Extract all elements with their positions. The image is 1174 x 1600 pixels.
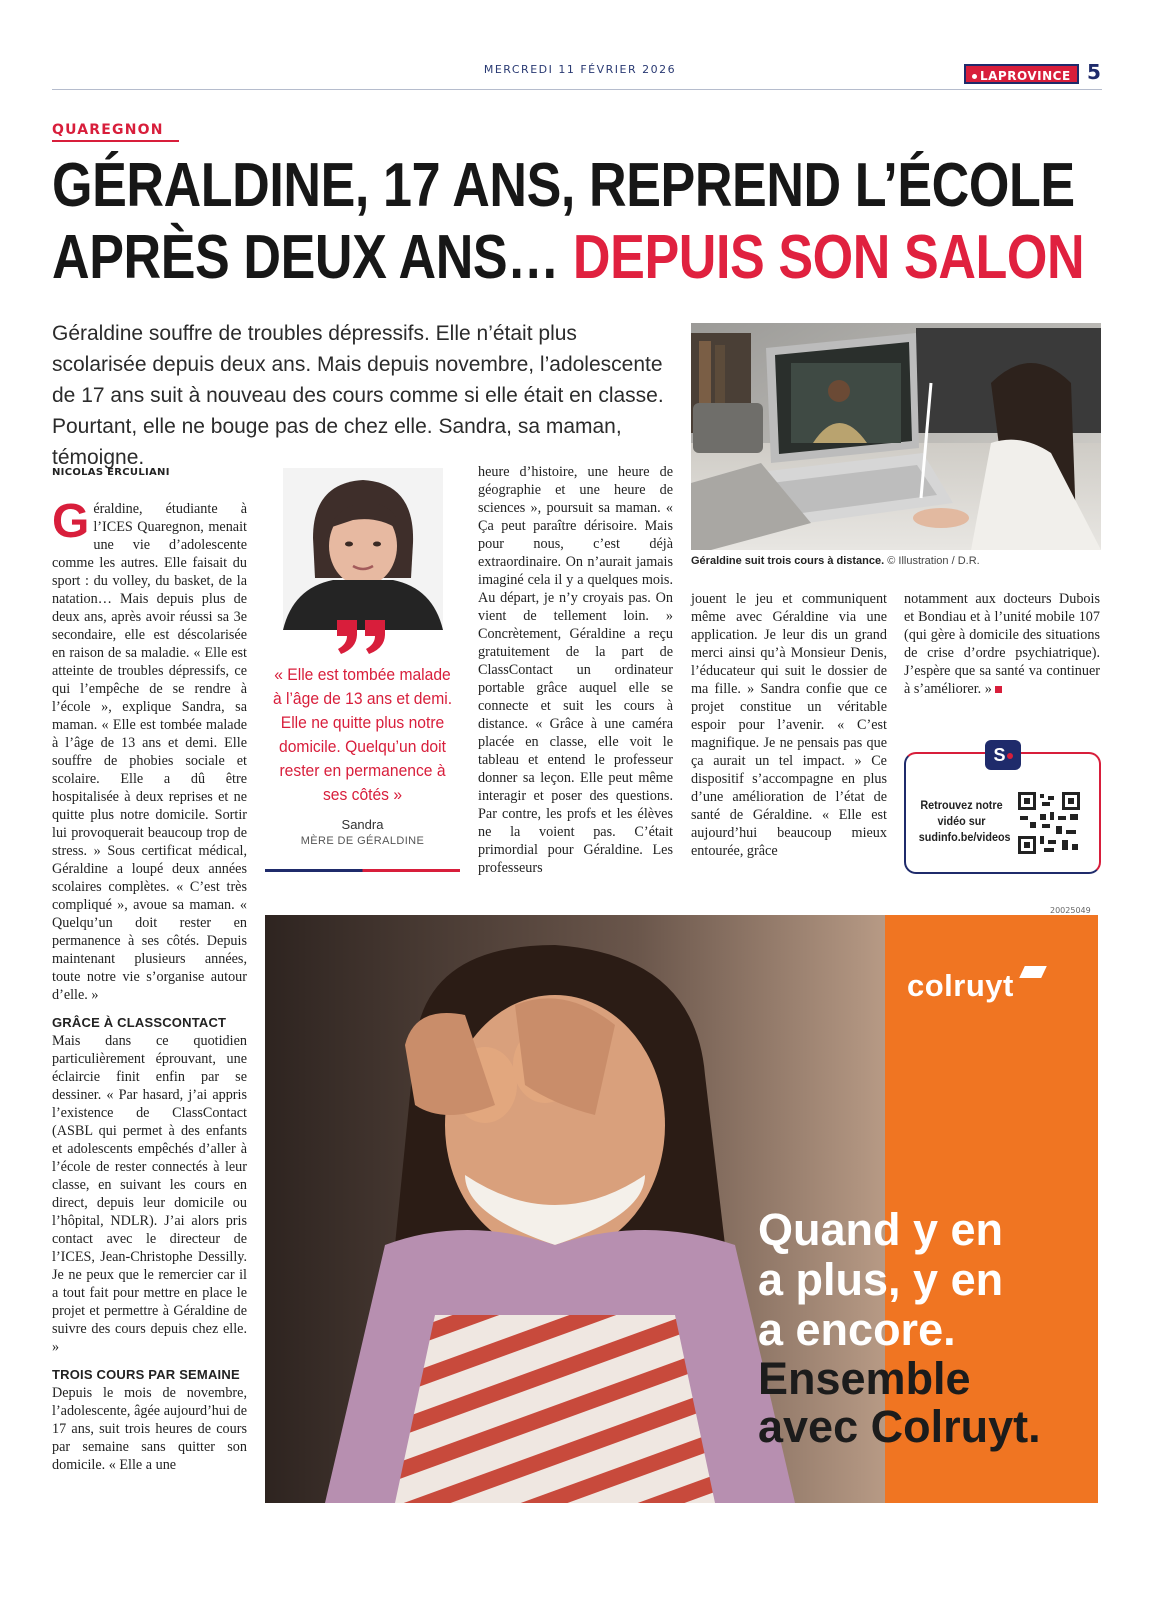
quote-author-role: MÈRE DE GÉRALDINE: [300, 835, 425, 847]
quote-marks-graphic: [333, 618, 393, 654]
article-column-3: [478, 463, 673, 877]
brand-name: LAPROVINCE: [980, 69, 1071, 83]
ad-slogan: [758, 1205, 1003, 1355]
end-of-article-icon: [995, 686, 1002, 693]
ad-tagline-line: avec Colruyt.: [758, 1401, 1041, 1452]
newspaper-logo: [964, 64, 1079, 84]
section-kicker: QUAREGNON: [52, 122, 164, 138]
paragraph: [904, 590, 1100, 698]
video-promo-text[interactable]: Retrouvez notre vidéo sur sudinfo.be/videos: [918, 798, 1011, 844]
drop-cap: G: [52, 495, 90, 548]
headline-line-1: GÉRALDINE, 17 ANS, REPREND L’ÉCOLE: [52, 151, 1075, 220]
paragraph: jouent le jeu et communiquent même avec Géraldine via une application. Je leur dis un grand merci ainsi qu’à Monsieur Denis, l’éducateur qui suit le dossier de ma fille. » Sandra confie que ce projet constitue un véritable espoir pour l’avenir. « C’est magnifique. Je ne pensais pas que ça aurait un tel impact. » Ce dispositif s’accompagne en plus d’une amélioration de l’état de santé de Géraldine. « Elle est aujourd’hui beaucoup mieux entourée, grâce: [691, 591, 887, 859]
kicker-underline: [52, 140, 179, 142]
subheading: TROIS COURS PAR SEMAINE: [52, 1367, 240, 1382]
video-call-illustration: [691, 323, 1101, 550]
portrait-photo: [283, 468, 443, 630]
paragraph: Mais dans ce quotidien particulièrement éprouvant, une éclaircie finit enfin par se dessiner. « Par hasard, j’ai appris l’existence de ClassContact (ASBL qui permet à des enfants et adolescents empêchés d’aller à l’école de rester connectés à leur classe, en suivant les cours en direct, depuis leur domicile ou l’hôpital, NDLR). J’ai alors pris contact avec le directeur de l’ICES, Jean-Christophe Dessilly. Je ne peux que le remercier car il a tout fait pour mettre en place le projet et permettre à Géraldine de suivre des cours depuis chez elle. »: [52, 1033, 247, 1355]
sandra-portrait: [283, 468, 443, 630]
photo-credit: © Illustration / D.R.: [887, 555, 980, 567]
paragraph: [52, 495, 247, 1004]
article-column-1: [52, 495, 247, 1474]
subheading: GRÂCE À CLASSCONTACT: [52, 1015, 227, 1030]
headline-line-2: [52, 222, 1085, 294]
pull-quote-text: « Elle est tombée malade à l’âge de 13 ans et demi. Elle ne quitte plus notre domicile. Quelqu’un doit rester en permanence à ses côtés »: [272, 665, 453, 804]
author-byline: NICOLAS ERCULIANI: [52, 467, 170, 478]
sudinfo-logo-icon: [985, 740, 1021, 770]
article-column-4: [691, 590, 887, 860]
page-number: 5: [1087, 60, 1101, 84]
article-photo: [691, 323, 1101, 550]
ad-tagline: [758, 1355, 1041, 1451]
logo-dot-icon: [972, 74, 977, 79]
quote-marks-icon: [333, 618, 393, 659]
page-date: MERCREDI 11 FÉVRIER 2026: [483, 63, 677, 76]
header-divider: [52, 89, 1102, 90]
paragraph-text: notamment aux docteurs Dubois et Bondiau et à l’unité mobile 107 (qui gère à domicile des situations de crise d’ordre psychiatrique). J’espère que sa santé va continuer à s’améliorer. »: [904, 591, 1100, 697]
qr-code-graphic: [1016, 790, 1082, 856]
caption-text: Géraldine suit trois cours à distance.: [691, 555, 885, 567]
qr-code-icon[interactable]: [1016, 790, 1082, 856]
ad-tagline-line: Ensemble: [758, 1353, 971, 1404]
paragraph-text: éraldine, étudiante à l’ICES Quaregnon, menait une vie d’adolescente comme les autres. Elle faisait du sport : du volley, du basket, de la natation… Mais depuis plus de deux ans, après avoir réussi sa 3e secondaire, elle est déscolarisée en raison de sa maladie. « Elle est atteinte de troubles dépressifs, ce qui l’empêche de se rendre à l’école », explique Sandra, sa maman. « Elle est tombée malade à l’âge de 13 ans et demi. Elle souffre de phobies sociale et scolaire. Elle a dû être hospitalisée à deux reprises et ne quitte plus notre domicile. Sortir lui provoquerait beaucoup trop de stress. » Sous certificat médical, Géraldine a loupé deux années scolaires complètes. « C’est très compliqué », avoue sa maman. « Quelqu’un doit rester en permanence à ses côtés. Depuis maintenant plusieurs années, toute notre vie s’organise autour d’elle. »: [52, 501, 247, 1003]
quote-divider: [265, 869, 460, 872]
article-lead: Géraldine souffre de troubles dépressifs. Elle n’était plus scolarisée depuis deux ans. Mais depuis novembre, l’adolescente de 17 ans suit à nouveau des cours comme si elle était en classe. Pourtant, elle ne bouge pas de chez elle. Sandra, sa maman, témoigne.: [52, 322, 664, 469]
ad-slogan-line: a plus, y en: [758, 1254, 1004, 1305]
colruyt-logo: colruyt: [907, 968, 1014, 1003]
logo-dot-icon: [1007, 753, 1013, 759]
paragraph: heure d’histoire, une heure de géographie et une heure de sciences », poursuit sa maman. « Ça peut paraître dérisoire. Mais pour nous, c’est déjà extraordinaire. On n’aurait jamais imaginé cela il y a quelques mois. Au départ, je n’y croyais pas. On vient de tellement loin. » Concrètement, Géraldine a reçu gratuitement de la part de ClassContact un ordinateur portable grâce auquel elle se connecte et suit les cours à distance. « Grâce à une caméra placée en classe, elle voit le tableau et entend le professeur donner sa leçon. Elle peut même interagir et poser des questions. Par contre, les profs et les élèves ne la voient pas. C’était primordial pour Géraldine. Les professeurs: [478, 464, 673, 876]
ad-reference-code: 20025049: [1050, 906, 1091, 915]
promo-logo-letter: S: [993, 745, 1006, 765]
paragraph: Depuis le mois de novembre, l’adolescente, âgée aujourd’hui de 17 ans, suit trois heures de cours par semaine sans quitter son domicile. « Elle a une: [52, 1385, 247, 1473]
quote-author: Sandra: [341, 817, 384, 832]
ad-slogan-line: Quand y en: [758, 1204, 1004, 1255]
headline-black-part: APRÈS DEUX ANS…: [52, 223, 559, 292]
photo-caption: [691, 555, 1101, 567]
article-column-5: [904, 590, 1100, 698]
headline-red-part: DEPUIS SON SALON: [572, 223, 1085, 292]
article-headline: [52, 150, 1085, 294]
ad-slogan-line: a encore.: [758, 1304, 956, 1355]
